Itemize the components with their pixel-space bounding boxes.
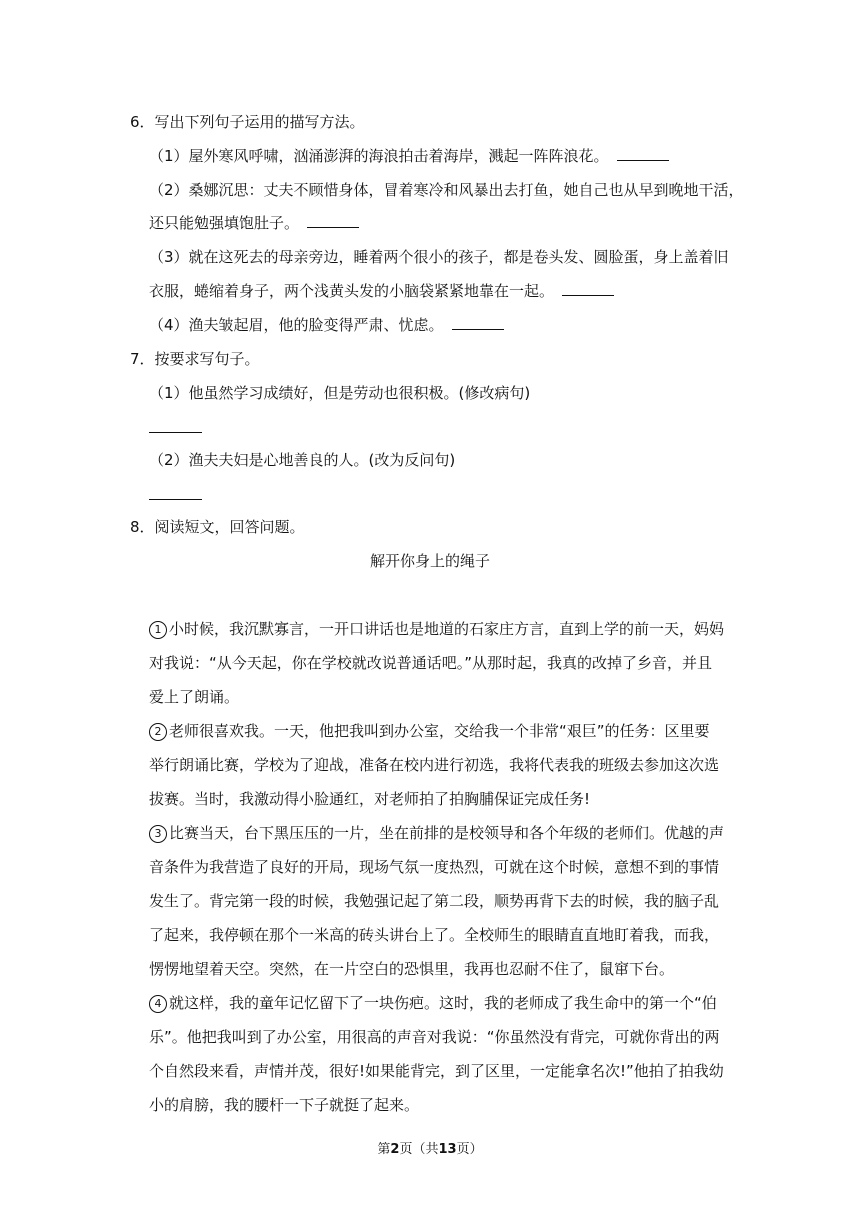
paragraph-2-line-1: 2 老师很喜欢我。一天，他把我叫到办公室，交给我一个非常“艰巨”的任务：区里要: [149, 721, 710, 741]
q7-item-2: （2）渔夫夫妇是心地善良的人。(改为反问句): [149, 451, 456, 469]
q6-item-3-line-1: （3）就在这死去的母亲旁边，睡着两个很小的孩子，都是卷头发、圆脸蛋，身上盖着旧: [149, 248, 729, 266]
paragraph-4-line-3: 个自然段来看，声情并茂，很好!如果能背完，到了区里，一定能拿名次!”他拍了拍我幼: [149, 1062, 724, 1080]
paragraph-1-line-2: 对我说：“从今天起，你在学校就改说普通话吧。”从那时起，我真的改掉了乡音，并且: [149, 654, 713, 672]
question-8-title: 8．阅读短文，回答问题。: [130, 518, 305, 536]
answer-blank[interactable]: [562, 281, 614, 296]
q6-item-2-line-1: （2）桑娜沉思：丈夫不顾惜身体，冒着寒冷和风暴出去打鱼，她自己也从早到晚地干活，: [149, 181, 744, 199]
q6-item-3-line-2: 衣服，蜷缩着身子，两个浅黄头发的小脑袋紧紧地靠在一起。: [149, 281, 614, 301]
answer-blank[interactable]: [617, 146, 669, 161]
q6-item-1: （1）屋外寒风呼啸，汹涌澎湃的海浪拍击着海岸，溅起一阵阵浪花。: [149, 146, 669, 166]
answer-blank[interactable]: [307, 213, 359, 228]
paragraph-4-line-4: 小的肩膀，我的腰杆一下子就挺了起来。: [149, 1096, 420, 1114]
q7-item-1: （1）他虽然学习成绩好，但是劳动也很积极。(修改病句): [149, 384, 531, 402]
passage-title: 解开你身上的绳子: [369, 552, 490, 570]
question-7-title: 7．按要求写句子。: [130, 350, 260, 368]
paragraph-3-line-1: 3 比赛当天，台下黑压压的一片，坐在前排的是校领导和各个年级的老师们。优越的声: [149, 823, 724, 843]
q6-item-4: （4）渔夫皱起眉，他的脸变得严肃、忧虑。: [149, 315, 504, 335]
q6-item-2-line-2: 还只能勉强填饱肚子。: [149, 213, 359, 233]
paragraph-2-line-2: 举行朗诵比赛，学校为了迎战，准备在校内进行初选，我将代表我的班级去参加这次选: [149, 756, 720, 774]
page-number: 2: [390, 1142, 400, 1157]
paragraph-1-line-3: 爱上了朗诵。: [149, 688, 240, 706]
paragraph-3-line-3: 发生了。背完第一段的时候，我勉强记起了第二段，顺势再背下去的时候，我的脑子乱: [149, 892, 720, 910]
paragraph-3-line-2: 音条件为我营造了良好的开局，现场气氛一度热烈，可就在这个时候，意想不到的事情: [149, 858, 720, 876]
paragraph-4-line-1: 4 就这样，我的童年记忆留下了一块伤疤。这时，我的老师成了我生命中的第一个“伯: [149, 993, 717, 1013]
answer-line[interactable]: [149, 499, 202, 500]
paragraph-3-line-4: 了起来，我停顿在那个一米高的砖头讲台上了。全校师生的眼睛直直地盯着我，而我，: [149, 926, 720, 944]
answer-blank[interactable]: [452, 315, 504, 330]
paragraph-4-line-2: 乐”。他把我叫到了办公室，用很高的声音对我说：“你虽然没有背完，可就你背出的两: [149, 1028, 720, 1046]
paragraph-number: 4: [149, 995, 167, 1013]
page-total: 13: [438, 1142, 457, 1157]
page-footer: 第2页（共13页）: [377, 1142, 483, 1157]
paragraph-number: 3: [149, 825, 167, 843]
paragraph-2-line-3: 拔赛。当时，我激动得小脸通红，对老师拍了拍胸脯保证完成任务!: [149, 790, 591, 808]
answer-line[interactable]: [149, 432, 202, 433]
paragraph-number: 1: [149, 621, 167, 639]
paragraph-3-line-5: 愣愣地望着天空。突然，在一片空白的恐惧里，我再也忍耐不住了，鼠窜下台。: [149, 960, 675, 978]
paragraph-number: 2: [149, 723, 167, 741]
question-6-title: 6．写出下列句子运用的描写方法。: [130, 113, 365, 131]
paragraph-1-line-1: 1 小时候，我沉默寡言，一开口讲话也是地道的石家庄方言，直到上学的前一天，妈妈: [149, 619, 724, 639]
